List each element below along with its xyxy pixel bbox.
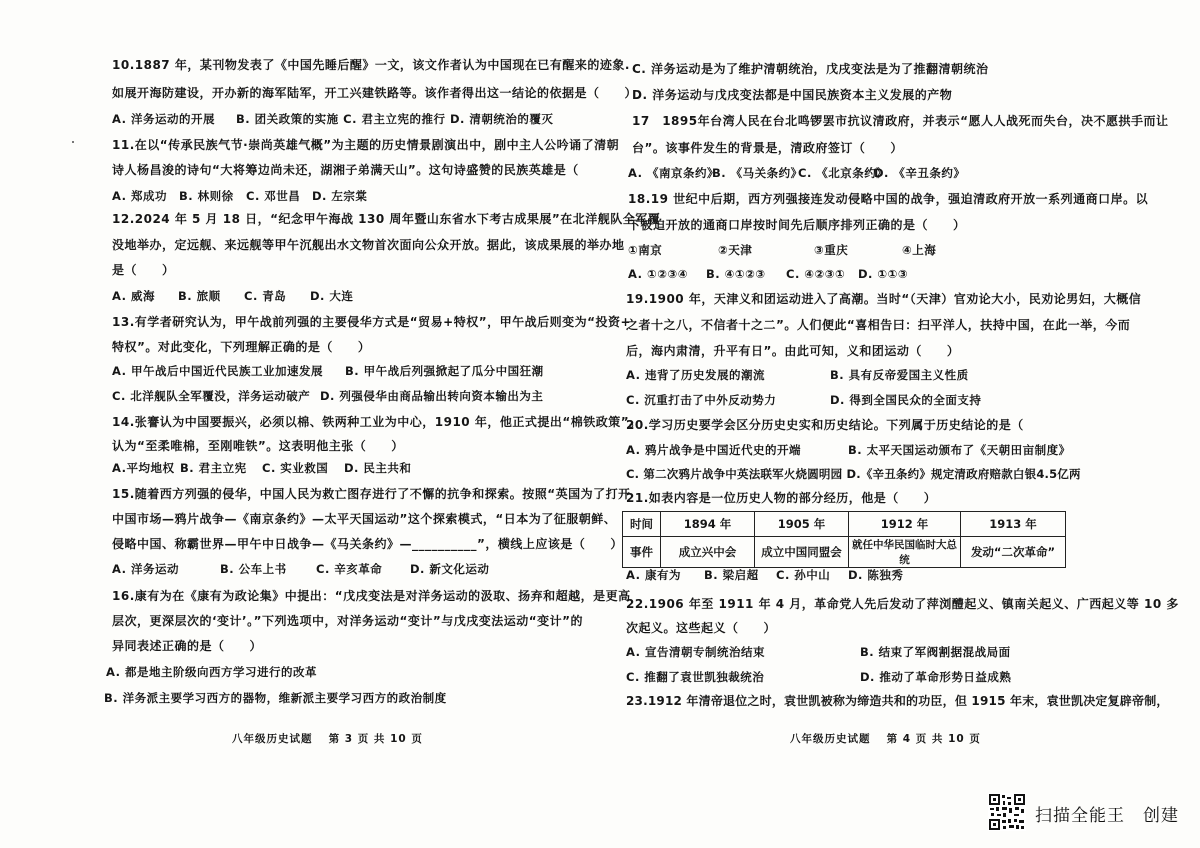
q13-line1: 13.有学者研究认为，甲午战前列强的主要侵华方式是“贸易+特权”，甲午战后则变为“投资+ [112,315,632,329]
q14-option-c: C. 实业救国 [262,461,329,475]
q11-option-a: A. 郑成功 [112,189,167,203]
q15-line2: 中国市场—鸦片战争—《南京条约》—太平天国运动”这个探索模式，“日本为了征服朝鲜、 [112,512,617,526]
table-cell: 1905 年 [755,512,849,537]
q22-line2: 次起义。这些起义（ ） [626,621,777,635]
q14-line1: 14.张謇认为中国要振兴，必须以棉、铁两种工业为中心，1910 年，他正式提出“棉铁政策”。 [112,415,642,429]
q22-option-d: D. 推动了革命形势日益成熟 [860,670,1012,684]
q22-option-a: A. 宣告清朝专制统治结束 [626,645,765,659]
table-cell: 时间 [623,512,661,537]
q13-option-d: D. 列强侵华由商品输出转向资本输出为主 [320,389,544,403]
q12-line1: 12.2024 年 5 月 18 日，“纪念甲午海战 130 周年暨山东省水下考古成果展”在北洋舰队全军覆 [112,212,661,226]
q17-line2: 台”。该事件发生的背景是，清政府签订（ ） [632,141,903,155]
q17-options [628,164,968,182]
qr-code-icon [988,793,1026,831]
q18-port-1: ①南京 [628,243,663,257]
q12-option-b: B. 旅顺 [178,289,221,303]
q21-option-a: A. 康有为 [626,568,681,582]
q11-options [112,187,412,205]
q18-option-c: C. ④②③① [786,267,846,281]
q20-option-a: A. 鸦片战争是中国近代史的开端 [626,443,801,457]
q13-line2: 特权”。对此变化，下列理解正确的是（ ） [112,340,371,354]
q16-option-a: A. 都是地主阶级向西方学习进行的改革 [106,665,317,679]
table-cell: 成立中国同盟会 [755,537,849,568]
q18-port-4: ④上海 [902,243,937,257]
q17-option-a: A. 《南京条约》 [628,166,719,180]
q17-option-b: B. 《马关条约》 [712,166,803,180]
q13-option-a: A. 甲午战后中国近代民族工业加速发展 [112,364,323,378]
table-cell: 1894 年 [661,512,755,537]
q18-option-a: A. ①②③④ [628,267,688,281]
q18-ports [628,241,988,259]
q23-line1: 23.1912 年清帝退位之时，袁世凯被称为缔造共和的功臣，但 1915 年末，袁世凯决定复辟帝制， [626,694,1169,708]
q12-options [112,287,412,305]
q10-option-d: D. 清朝统治的覆灭 [450,112,554,126]
q21-option-c: C. 孙中山 [776,568,831,582]
table-row [623,537,1066,568]
q16-line1: 16.康有为在《康有为政论集》中提出：“戊戌变法是对洋务运动的汲取、扬弃和超越，是更高 [112,589,631,603]
q17-option-d: D. 《辛丑条约》 [874,166,966,180]
table-cell: 事件 [623,537,661,568]
q15-option-d: D. 新文化运动 [410,562,490,576]
left-page-footer: 八年级历史试题 第 3 页 共 10 页 [232,733,423,745]
table-row [623,512,1066,537]
q12-option-a: A. 威海 [112,289,155,303]
q16-line2: 层次，更深层次的‘变计’。”下列选项中，对洋务运动“变计”与戊戌变法运动“变计”的 [112,614,584,628]
q21-option-d: D. 陈独秀 [848,568,904,582]
q14-line2: 认为“至柔唯棉，至刚唯铁”。这表明他主张（ ） [112,439,404,453]
q21-line1: 21.如表内容是一位历史人物的部分经历，他是（ ） [626,491,937,505]
q19-line2: 之者十之八，不信者十之二”。人们便此“喜相告曰：扫平洋人，扶持中国，在此一举，今而 [626,318,1131,332]
q19-option-d: D. 得到全国民众的全面支持 [830,393,982,407]
q21-table [622,511,1066,568]
q13-option-b: B. 甲午战后列强掀起了瓜分中国狂潮 [345,364,544,378]
q19-option-b: B. 具有反帝爱国主义性质 [830,368,969,382]
q16-line3: 异同表述正确的是（ ） [112,639,263,653]
q21-options [626,566,946,584]
q14-option-a: A.平均地权 [112,461,175,475]
q15-line3: 侵略中国、称霸世界—甲午中日战争—《马关条约》—__________”，横线上应该是（ ） [112,537,623,551]
scan-speck [72,141,74,143]
q14-option-d: D. 民主共和 [344,461,412,475]
q14-option-b: B. 君主立宪 [180,461,247,475]
q19-option-c: C. 沉重打击了中外反动势力 [626,393,777,407]
q18-option-d: D. ①①③ [858,267,909,281]
table-cell: 就任中华民国临时大总统 [849,537,961,568]
table-cell: 发动“二次革命” [961,537,1066,568]
q16-option-d: D. 洋务运动与戊戌变法都是中国民族资本主义发展的产物 [632,88,953,102]
q18-port-2: ②天津 [718,243,753,257]
q19-option-a: A. 违背了历史发展的潮流 [626,368,765,382]
q17-line1: 17 1895年台湾人民在台北鸣锣罢市抗议清政府，并表示“愿人人战死而失台，决不愿拱手而让 [632,114,1169,128]
q18-option-b: B. ④①②③ [706,267,766,281]
q22-line1: 22.1906 年至 1911 年 4 月，革命党人先后发动了萍浏醴起义、镇南关起义、广西起义等 10 多 [626,597,1179,611]
q11-option-d: D. 左宗棠 [312,189,368,203]
q14-options [112,459,442,477]
q15-options [112,560,492,578]
q11-option-c: C. 邓世昌 [246,189,301,203]
scanner-watermark [988,793,1188,833]
q10-option-bc: B. 团关政策的实施 C. 君主立宪的推行 [236,112,446,126]
q22-option-c: C. 推翻了袁世凯独裁统治 [626,670,765,684]
q17-option-c: C. 《北京条约》 [798,166,889,180]
q10-line1: 10.1887 年，某刊物发表了《中国先睡后醒》一文，该文作者认为中国现在已有醒来的迹象. [112,58,630,72]
q16-option-b: B. 洋务派主要学习西方的器物，维新派主要学习西方的政治制度 [104,691,447,705]
q22-option-b: B. 结束了军阀割据混战局面 [860,645,1011,659]
q15-option-b: B. 公车上书 [220,562,287,576]
q12-option-d: D. 大连 [310,289,354,303]
q12-line3: 是（ ） [112,263,175,277]
q11-line1: 11.在以“传承民族气节·崇尚英雄气概”为主题的历史情景剧演出中，剧中主人公吟诵了清朝 [112,138,620,152]
table-cell: 1913 年 [961,512,1066,537]
q10-option-a: A. 洋务运动的开展 [112,112,215,126]
q10-options [112,110,592,128]
q18-port-3: ③重庆 [814,243,849,257]
q15-option-a: A. 洋务运动 [112,562,179,576]
q15-option-c: C. 辛亥革命 [316,562,383,576]
q18-line2: 下被迫开放的通商口岸按时间先后顺序排列正确的是（ ） [628,218,966,232]
q20-option-b: B. 太平天国运动颁布了《天朝田亩制度》 [848,443,1071,457]
q10-line2: 如展开海防建设，开办新的海军陆军，开工兴建铁路等。该作者得出这一结论的依据是（ ） [112,86,638,100]
q18-line1: 18.19 世纪中后期，西方列强接连发动侵略中国的战争，强迫清政府开放一系列通商口岸。以 [628,192,1149,206]
q15-line1: 15.随着西方列强的侵华，中国人民为救亡图存进行了不懈的抗争和探索。按照“英国为了打开 [112,487,631,501]
q20-line1: 20.学习历史要学会区分历史史实和历史结论。下列属于历史结论的是（ [626,418,1024,432]
q13-option-c: C. 北洋舰队全军覆没，洋务运动破产 [112,389,311,403]
q16-option-c: C. 洋务运动是为了维护清朝统治，戊戌变法是为了推翻清朝统治 [632,62,989,76]
q12-line2: 没地举办，定远舰、来远舰等甲午沉舰出水文物首次面向公众开放。据此，该成果展的举办地 [112,238,625,252]
table-cell: 1912 年 [849,512,961,537]
right-page-footer: 八年级历史试题 第 4 页 共 10 页 [790,733,981,745]
q18-options [628,265,968,283]
q20-option-cd: C. 第二次鸦片战争中英法联军火烧圆明园 D.《辛丑条约》规定清政府赔款白银4.5亿两 [626,467,1081,481]
scanner-label: 扫描全能王 创建 [1035,806,1179,826]
q21-option-b: B. 梁启超 [704,568,759,582]
q11-option-b: B. 林则徐 [179,189,234,203]
q12-option-c: C. 青岛 [244,289,287,303]
q19-line3: 后，海内肃清，升平有日”。由此可知，义和团运动（ ） [626,344,960,358]
table-cell: 成立兴中会 [661,537,755,568]
q19-line1: 19.1900 年，天津义和团运动进入了高潮。当时“（天津）官劝论大小，民劝论男妇，大概信 [626,292,1142,306]
q11-line2: 诗人杨昌浚的诗句“大将筹边尚未还，湖湘子弟满天山”。这句诗盛赞的民族英雄是（ [112,163,579,177]
